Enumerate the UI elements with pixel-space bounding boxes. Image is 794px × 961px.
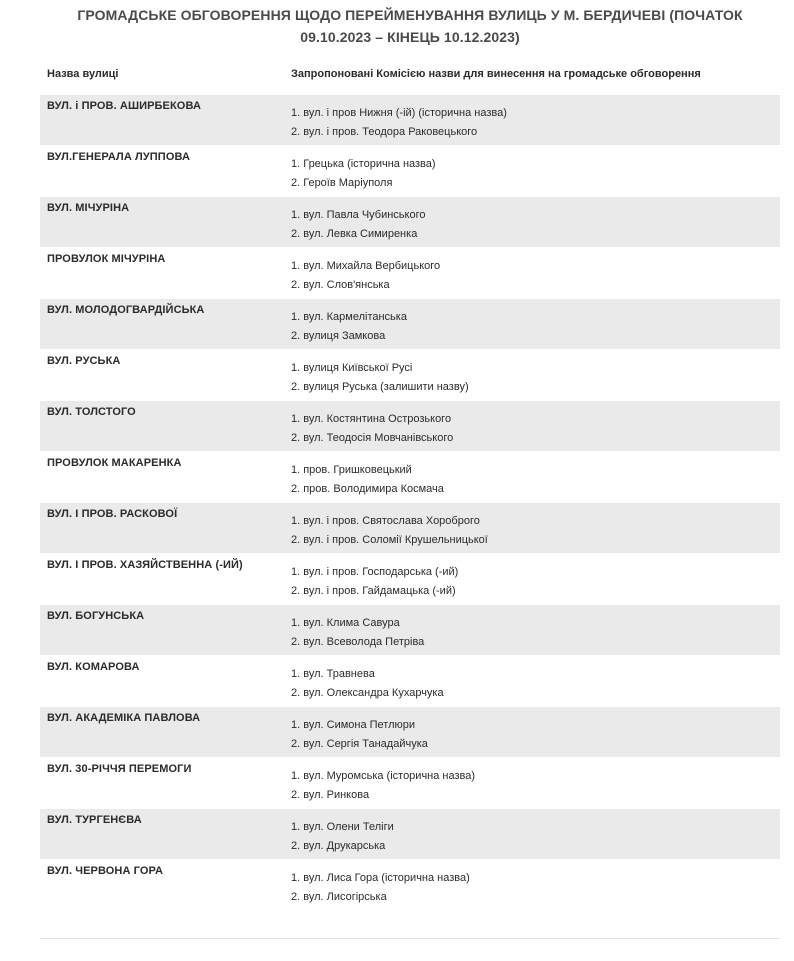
table-row [40, 502, 780, 553]
proposed-names-cell [284, 298, 780, 349]
proposed-name: 2. вул. Левка Симиренка [291, 227, 418, 240]
proposed-names-cell [284, 145, 780, 196]
proposed-names-cell [284, 196, 780, 247]
proposed-name: 1. вулиця Київської Русі [291, 361, 413, 374]
proposed-names-list [291, 758, 780, 805]
proposed-names-list [291, 401, 780, 448]
proposed-names-list [291, 299, 780, 346]
street-cell [40, 247, 284, 298]
proposed-names-list [291, 809, 780, 856]
proposed-name: 1. вул. Олени Теліги [291, 820, 394, 833]
street-name: ВУЛ. АКАДЕМІКА ПАВЛОВА [47, 711, 201, 724]
proposed-name: 2. вулиця Замкова [291, 329, 386, 342]
proposed-name: 2. вул. і пров. Соломії Крушельницької [291, 533, 488, 546]
proposed-names-cell [284, 553, 780, 604]
street-name: ВУЛ. ЧЕРВОНА ГОРА [47, 864, 164, 877]
table-row [40, 757, 780, 808]
proposed-names-cell [284, 400, 780, 451]
proposed-name: 1. вул. Клима Савура [291, 616, 400, 629]
proposed-names-cell [284, 349, 780, 400]
table-body [40, 94, 780, 910]
proposed-name: 2. пров. Володимира Космача [291, 482, 444, 495]
proposed-name: 1. вул. Травнева [291, 667, 375, 680]
table-row [40, 400, 780, 451]
proposed-name: 1. вул. Костянтина Острозького [291, 412, 452, 425]
proposed-name: 1. вул. Михайла Вербицького [291, 259, 441, 272]
street-name: ВУЛ. І ПРОВ. РАСКОВОЇ [47, 507, 178, 520]
proposed-names-list [291, 860, 780, 907]
proposed-name: 1. вул. Лиса Гора (історична назва) [291, 871, 470, 884]
proposed-names-cell [284, 247, 780, 298]
street-cell [40, 400, 284, 451]
divider [40, 938, 780, 939]
street-cell [40, 349, 284, 400]
proposed-name: 2. вул. Теодосія Мовчанівського [291, 431, 454, 444]
table-row [40, 604, 780, 655]
proposed-name: 2. вул. Сергія Танадайчука [291, 737, 428, 750]
proposed-name: 2. вул. Слов'янська [291, 278, 390, 291]
proposed-names-cell [284, 706, 780, 757]
proposed-names-cell [284, 94, 780, 145]
street-name: ВУЛ. ТОЛСТОГО [47, 405, 136, 418]
proposed-name: 2. вул. Ринкова [291, 788, 370, 801]
proposed-name: 2. вул. і пров. Теодора Раковецького [291, 125, 478, 138]
proposed-name: 1. вул. Павла Чубинського [291, 208, 426, 221]
proposed-name: 2. вул. Олександра Кухарчука [291, 686, 444, 699]
proposed-name: 1. вул. Симона Петлюри [291, 718, 416, 731]
street-name: ВУЛ. і ПРОВ. АШИРБЕКОВА [47, 99, 201, 112]
proposed-name: 2. вул. і пров. Гайдамацька (-ий) [291, 584, 456, 597]
street-cell [40, 706, 284, 757]
table-row [40, 655, 780, 706]
street-cell [40, 196, 284, 247]
street-name: ВУЛ. КОМАРОВА [47, 660, 140, 673]
street-cell [40, 94, 284, 145]
street-cell [40, 145, 284, 196]
table-row [40, 145, 780, 196]
proposed-name: 1. вул. Муромська (історична назва) [291, 769, 476, 782]
street-name: ВУЛ. РУСЬКА [47, 354, 121, 367]
street-name: ВУЛ. БОГУНСЬКА [47, 609, 145, 622]
street-name: ВУЛ. ТУРГЕНЄВА [47, 813, 142, 826]
proposed-names-list [291, 503, 780, 550]
street-name: ВУЛ.ГЕНЕРАЛА ЛУППОВА [47, 150, 191, 163]
street-cell [40, 298, 284, 349]
table-row [40, 553, 780, 604]
table-row [40, 349, 780, 400]
proposed-names-list [291, 248, 780, 295]
proposed-names-cell [284, 502, 780, 553]
table-row [40, 196, 780, 247]
proposed-name: 1. вул. Кармелітанська [291, 310, 407, 323]
street-name: ВУЛ. МОЛОДОГВАРДІЙСЬКА [47, 303, 205, 316]
street-name: ВУЛ. МІЧУРІНА [47, 201, 130, 214]
table-row [40, 859, 780, 910]
street-name: ПРОВУЛОК МІЧУРІНА [47, 252, 166, 265]
proposed-name: 2. вулиця Руська (залишити назву) [291, 380, 469, 393]
proposed-names-cell [284, 859, 780, 910]
proposed-names-list [291, 95, 780, 142]
street-cell [40, 655, 284, 706]
page-title: ГРОМАДСЬКЕ ОБГОВОРЕННЯ ЩОДО ПЕРЕЙМЕНУВАННЯ ВУЛИЦЬ У М. БЕРДИЧЕВІ (ПОЧАТОК 09.10.2023 – КІНЕЦЬ 10.12.2023) [77, 7, 743, 45]
proposed-names-list [291, 656, 780, 703]
street-name: ВУЛ. 30-РІЧЧЯ ПЕРЕМОГИ [47, 762, 192, 775]
proposed-names-list [291, 350, 780, 397]
street-cell [40, 604, 284, 655]
table-row [40, 706, 780, 757]
proposed-name: 2. вул. Лисогірська [291, 890, 387, 903]
proposed-name: 2. вул. Всеволода Петріва [291, 635, 425, 648]
table-row [40, 451, 780, 502]
proposed-names-list [291, 707, 780, 754]
proposed-name: 2. вул. Друкарська [291, 839, 386, 852]
proposed-names-list [291, 197, 780, 244]
proposed-names-list [291, 452, 780, 499]
street-renaming-table [40, 56, 780, 911]
proposed-name: 2. Героїв Маріуполя [291, 176, 393, 189]
proposed-names-cell [284, 604, 780, 655]
proposed-names-cell [284, 451, 780, 502]
table-header-row [40, 56, 780, 94]
street-cell [40, 859, 284, 910]
street-name: ПРОВУЛОК МАКАРЕНКА [47, 456, 182, 469]
table-row [40, 94, 780, 145]
proposed-name: 1. вул. і пров. Господарська (-ий) [291, 565, 459, 578]
street-cell [40, 808, 284, 859]
proposed-names-list [291, 554, 780, 601]
proposed-name: 1. Грецька (історична назва) [291, 157, 436, 170]
table-row [40, 808, 780, 859]
proposed-names-list [291, 605, 780, 652]
table-row [40, 247, 780, 298]
proposed-names-cell [284, 757, 780, 808]
proposed-names-list [291, 146, 780, 193]
street-cell [40, 553, 284, 604]
street-cell [40, 451, 284, 502]
proposed-names-cell [284, 655, 780, 706]
column-header-street: Назва вулиці [47, 68, 119, 80]
table-row [40, 298, 780, 349]
street-cell [40, 502, 284, 553]
proposed-name: 1. пров. Гришковецький [291, 463, 412, 476]
proposed-name: 1. вул. і пров Нижня (-ій) (історична назва) [291, 106, 507, 119]
proposed-name: 1. вул. і пров. Святослава Хороброго [291, 514, 480, 527]
proposed-names-cell [284, 808, 780, 859]
column-header-proposed-names: Запропоновані Комісією назви для винесення на громадське обговорення [291, 68, 701, 80]
street-name: ВУЛ. І ПРОВ. ХАЗЯЙСТВЕННА (-ИЙ) [47, 558, 243, 571]
street-cell [40, 757, 284, 808]
